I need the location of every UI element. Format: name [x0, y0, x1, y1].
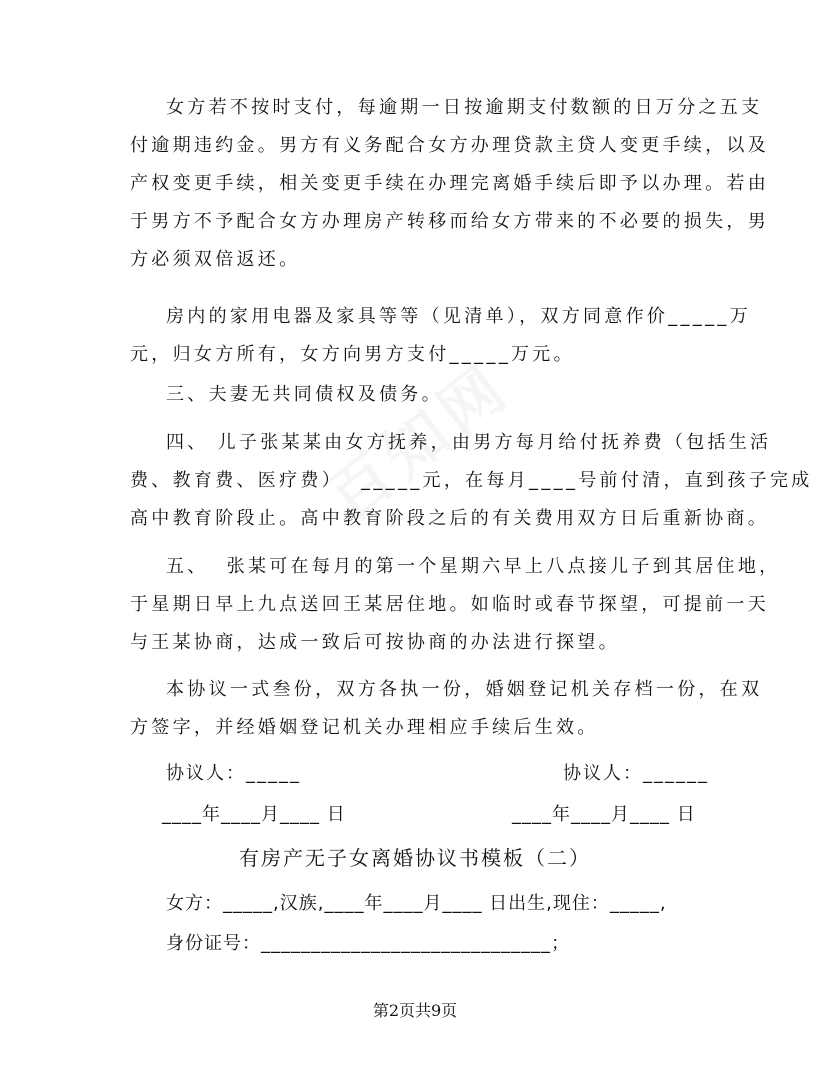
- date-right: ____年____月____ 日: [512, 804, 696, 825]
- paragraph-line: 女方若不按时支付，每逾期一日按逾期支付数额的日万分之五支: [166, 97, 763, 118]
- paragraph-line: 元，归女方所有，女方向男方支付_____万元。: [130, 344, 575, 365]
- page-footer: 第2页共9页: [372, 1001, 458, 1020]
- paragraph-line: 高中教育阶段止。高中教育阶段之后的有关费用双方日后重新协商。: [130, 508, 769, 529]
- paragraph-line: 房内的家用电器及家具等等（见清单），双方同意作价_____万: [166, 306, 751, 327]
- paragraph-line: 费、教育费、医疗费） _____元，在每月____号前付清，直到孩子完成: [130, 470, 813, 491]
- paragraph-line: 方必须双倍返还。: [130, 249, 301, 270]
- signature-right: 协议人：______: [563, 763, 709, 784]
- paragraph-line: 与王某协商，达成一致后可按协商的办法进行探望。: [130, 632, 620, 653]
- paragraph-line: 于男方不予配合女方办理房产转移而给女方带来的不必要的损失，男: [130, 211, 769, 232]
- paragraph-line: 付逾期违约金。男方有义务配合女方办理贷款主贷人变更手续，以及: [130, 135, 769, 156]
- id-number-line: 身份证号：_____________________________；: [166, 933, 570, 954]
- paragraph-line: 四、 儿子张某某由女方抚养，由男方每月给付抚养费（包括生活: [166, 432, 772, 453]
- paragraph-line: 本协议一式叁份，双方各执一份，婚姻登记机关存档一份，在双: [166, 679, 763, 700]
- paragraph-line: 于星期日早上九点送回王某居住地。如临时或春节探望，可提前一天: [130, 594, 769, 615]
- paragraph-line: 产权变更手续，相关变更手续在办理完离婚手续后即予以办理。若由: [130, 173, 769, 194]
- signature-left: 协议人：_____: [166, 763, 301, 784]
- section-title: 有房产无子女离婚协议书模板（二）: [239, 846, 591, 870]
- paragraph-line: 五、 张某可在每月的第一个星期六早上八点接儿子到其居住地，: [166, 556, 781, 577]
- date-left: ____年____月____ 日: [162, 804, 346, 825]
- party-info-line: 女方：_____,汉族,____年____月____ 日出生,现住：_____,: [166, 893, 667, 914]
- paragraph-line: 三、夫妻无共同债权及债务。: [166, 384, 443, 405]
- paragraph-line: 方签字，并经婚姻登记机关办理相应手续后生效。: [130, 717, 599, 738]
